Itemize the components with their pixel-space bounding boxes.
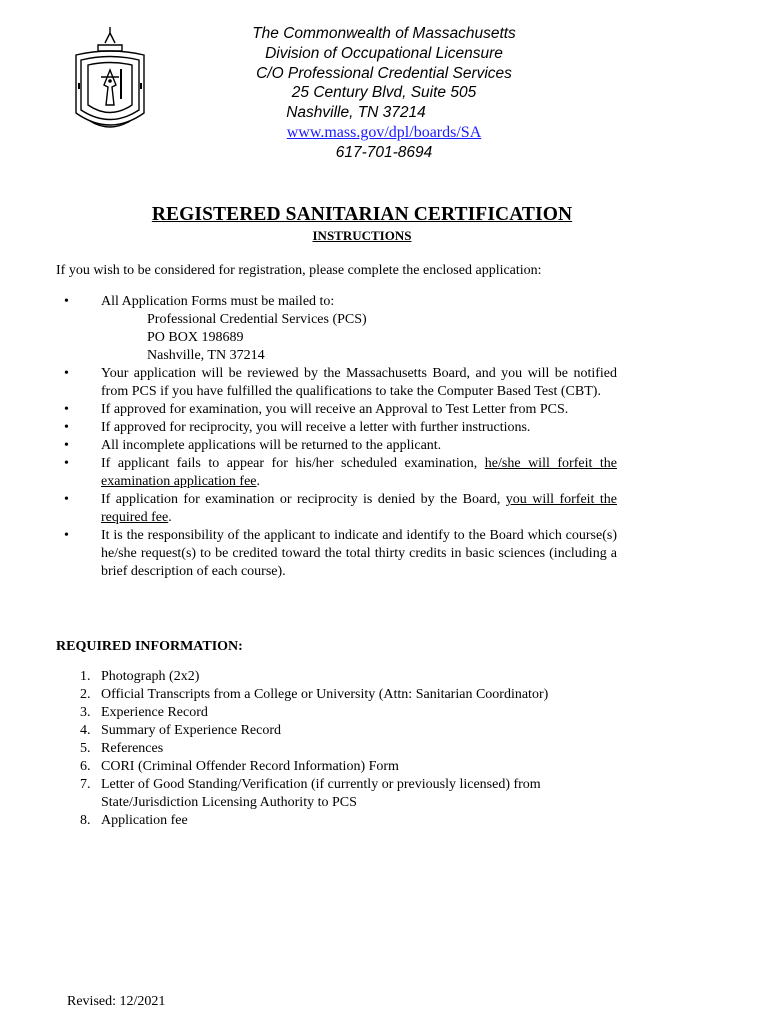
list-item-review: • Your application will be reviewed by the Massachusetts Board, and you will be notified from PCS if you have fulfilled the qualifications to take the Computer Based Test (CBT).	[56, 365, 617, 401]
item-text: Summary of Experience Record	[101, 723, 281, 738]
header-division: Division of Occupational Licensure	[265, 44, 503, 62]
list-item	[56, 776, 616, 812]
mailing-intro: All Application Forms must be mailed to:	[101, 294, 335, 309]
item-text: Letter of Good Standing/Verification (if currently or previously licensed) from State/Jurisdiction Licensing Authority to PCS	[101, 777, 541, 810]
list-item-reciprocity: • If approved for reciprocity, you will receive a letter with further instructions.	[56, 419, 617, 437]
list-item	[56, 668, 616, 686]
required-info-list	[56, 668, 616, 830]
list-item-mailing	[56, 293, 617, 365]
list-item	[56, 812, 616, 830]
list-item	[56, 686, 616, 704]
item-number: 3.	[80, 705, 91, 720]
item-number: 7.	[80, 777, 91, 792]
denied-forfeit-text: you will forfeit the required fee	[101, 492, 617, 525]
list-item-exam-approval: • If approved for examination, you will receive an Approval to Test Letter from PCS.	[56, 401, 617, 419]
item-text: References	[101, 741, 164, 756]
item-text: Application fee	[101, 813, 188, 828]
item-number: 8.	[80, 813, 91, 828]
revision-date: Revised: 12/2021	[67, 994, 166, 1009]
list-item-denied	[56, 491, 617, 527]
header-city: Nashville, TN 37214	[286, 104, 426, 122]
list-item	[56, 704, 616, 722]
item-number: 2.	[80, 687, 91, 702]
item-number: 1.	[80, 669, 91, 684]
denied-text: If application for examination or reciprocity is denied by the Board,	[101, 492, 506, 507]
mailing-line-2: PO BOX 198689	[147, 330, 244, 345]
massachusetts-seal-icon	[64, 25, 156, 137]
fail-forfeit-text: he/she will forfeit the examination application fee	[101, 456, 617, 489]
list-item	[56, 722, 616, 740]
item-number: 6.	[80, 759, 91, 774]
item-text: Experience Record	[101, 705, 208, 720]
fail-period: .	[256, 474, 260, 489]
item-number: 4.	[80, 723, 91, 738]
item-number: 5.	[80, 741, 91, 756]
list-item-responsibility: • It is the responsibility of the applicant to indicate and identify to the Board which course(s) he/she request(s) to be credited toward the total thirty credits in basic sciences (including a brief description of each course).	[56, 527, 617, 581]
instructions-list	[56, 293, 617, 581]
item-text: Photograph (2x2)	[101, 669, 200, 684]
item-text: Official Transcripts from a College or University (Attn: Sanitarian Coordinator)	[101, 687, 549, 702]
document-subtitle: INSTRUCTIONS	[312, 228, 412, 243]
header-phone: 617-701-8694	[335, 143, 433, 161]
fail-text: If applicant fails to appear for his/her scheduled examination,	[101, 456, 485, 471]
item-text: CORI (Criminal Offender Record Information) Form	[101, 759, 399, 774]
list-item-fail-to-appear	[56, 455, 617, 491]
required-info-heading: REQUIRED INFORMATION:	[56, 639, 243, 654]
mailing-line-1: Professional Credential Services (PCS)	[147, 312, 367, 327]
header-care-of: C/O Professional Credential Services	[256, 64, 512, 82]
denied-period: .	[168, 510, 172, 525]
header-commonwealth: The Commonwealth of Massachusetts	[252, 25, 516, 42]
header-street-address: 25 Century Blvd, Suite 505	[291, 84, 477, 102]
list-item-incomplete: • All incomplete applications will be returned to the applicant.	[56, 437, 617, 455]
intro-paragraph: If you wish to be considered for registration, please complete the enclosed application:	[56, 263, 542, 278]
mailing-line-3: Nashville, TN 37214	[147, 348, 265, 363]
document-title: REGISTERED SANITARIAN CERTIFICATION	[151, 204, 573, 225]
agency-header	[200, 24, 568, 163]
website-link[interactable]: www.mass.gov/dpl/boards/SA	[286, 123, 482, 141]
list-item	[56, 740, 616, 758]
list-item	[56, 758, 616, 776]
